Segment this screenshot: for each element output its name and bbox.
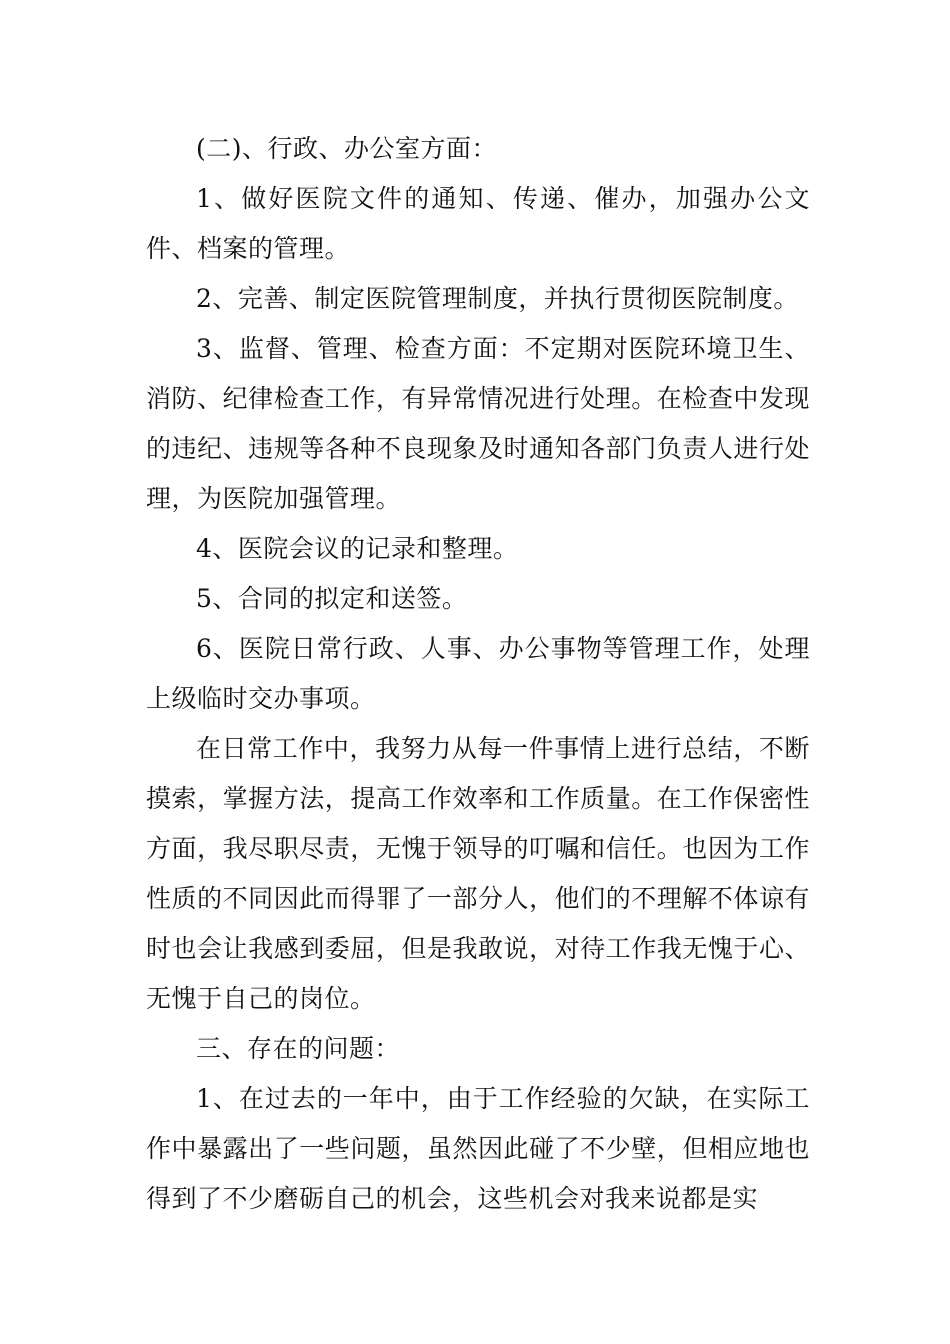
section-heading-existing-problems: 三、存在的问题： [196,1034,401,1063]
paragraph-daily-work: 在日常工作中，我努力从每一件事情上进行总结，不断摸索，掌握方法，提高工作效率和工作质量。在工作保密性方面，我尽职尽责，无愧于领导的叮嘱和信任。也因为工作性质的不同因此而得罪了一部分人，他们的不理解不体谅有时也会让我感到委屈，但是我敢说，对待工作我无愧于心、无愧于自己的岗位。 [146,734,810,1013]
section-heading-admin-office: (二)、行政、办公室方面： [196,134,498,163]
paragraph-item-5: 5、合同的拟定和送签。 [196,584,468,613]
paragraph-item-2: 2、完善、制定医院管理制度，并执行贯彻医院制度。 [196,284,799,313]
paragraph-item-4: 4、医院会议的记录和整理。 [196,534,519,563]
paragraph-item-3: 3、监督、管理、检查方面：不定期对医院环境卫生、消防、纪律检查工作，有异常情况进行处理。在检查中发现的违纪、违规等各种不良现象及时通知各部门负责人进行处理，为医院加强管理。 [146,334,810,513]
paragraph-item-6: 6、医院日常行政、人事、办公事物等管理工作，处理上级临时交办事项。 [146,634,810,713]
paragraph-item-1: 1、做好医院文件的通知、传递、催办，加强办公文件、档案的管理。 [146,184,810,263]
paragraph-problem-1: 1、在过去的一年中，由于工作经验的欠缺，在实际工作中暴露出了一些问题，虽然因此碰了不少壁，但相应地也得到了不少磨砺自己的机会，这些机会对我来说都是实 [146,1084,810,1213]
